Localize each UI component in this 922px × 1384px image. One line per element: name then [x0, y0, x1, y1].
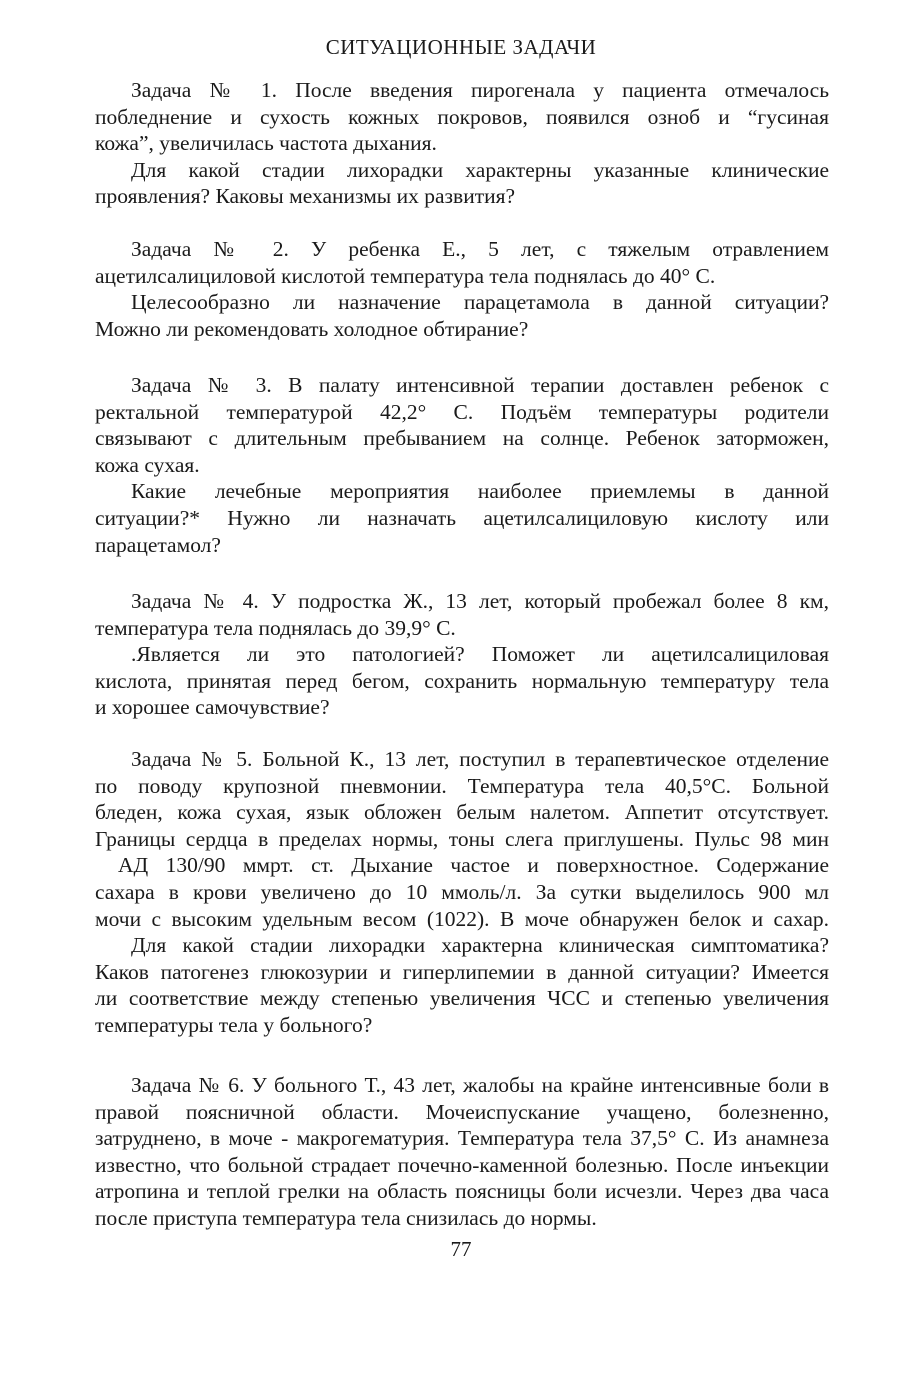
task-5-question-line: Каков патогенез глюкозурии и гиперлипемии в данной ситуации? Имеется — [95, 959, 829, 984]
task-3-line: кожа сухая. — [95, 452, 200, 477]
task-4 — [95, 588, 829, 721]
task-2 — [95, 236, 829, 342]
task-5-line: АД 130/90 ммрт. ст. Дыхание частое и поверхностное. Содержание — [118, 853, 829, 878]
task-1-question-line: Для какой стадии лихорадки характерны указанные клинические — [131, 157, 829, 182]
task-4-line: Задача № 4. У подростка Ж., 13 лет, который пробежал более 8 км, — [131, 589, 829, 613]
task-6-line: известно, что больной страдает почечно-каменной болезнью. После инъекции — [95, 1152, 829, 1177]
task-5-question-line: ли соответствие между степенью увеличения ЧСС и степенью увеличения — [95, 986, 829, 1011]
task-3-question-line: ситуации?* Нужно ли назначать ацетилсалициловую кислоту или — [95, 505, 829, 530]
task-3-question-line: парацетамол? — [95, 532, 221, 557]
task-6-line: затруднено, в моче - макрогематурия. Температура тела 37,5° С. Из анамнеза — [95, 1126, 829, 1151]
task-3-question-line: Какие лечебные мероприятия наиболее приемлемы в данной — [131, 479, 829, 504]
task-1-line: кожа”, увеличилась частота дыхания. — [95, 131, 437, 156]
task-5-line: по поводу крупозной пневмонии. Температура тела 40,5°С. Больной — [95, 773, 829, 798]
task-4-question-line: .Является ли это патологией? Поможет ли ацетилсалициловая — [131, 642, 829, 667]
task-3-line: ректальной температурой 42,2° С. Подъём температуры родители — [95, 399, 829, 424]
task-6-line: атропина и теплой грелки на область поясницы боли исчезли. Через два часа — [95, 1179, 829, 1204]
task-2-question-line: Целесообразно ли назначение парацетамола в данной ситуации? — [131, 290, 829, 315]
page-number: 77 — [450, 1237, 472, 1261]
task-5-line: мочи с высоким удельным весом (1022). В моче обнаружен белок и сахар. — [95, 906, 829, 931]
page-title: СИТУАЦИОННЫЕ ЗАДАЧИ — [325, 35, 597, 59]
task-6-line: правой поясничной области. Мочеиспускание учащено, болезненно, — [95, 1099, 829, 1124]
task-3-line: связывают с длительным пребыванием на солнце. Ребенок заторможен, — [95, 426, 829, 451]
task-2-question-line: Можно ли рекомендовать холодное обтирание? — [95, 316, 529, 341]
task-6-line: после приступа температура тела снизилась до нормы. — [95, 1205, 597, 1230]
task-5-line: Задача № 5. Больной К., 13 лет, поступил в терапевтическое отделение — [131, 747, 829, 771]
task-1 — [95, 77, 829, 210]
task-6 — [95, 1072, 829, 1232]
task-5-line: сахара в крови увеличено до 10 ммоль/л. За сутки выделилось 900 мл — [95, 879, 829, 904]
task-3-line: Задача № 3. В палату интенсивной терапии доставлен ребенок с — [131, 373, 829, 397]
task-4-line: температура тела поднялась до 39,9° С. — [95, 615, 456, 640]
task-5-question-line: Для какой стадии лихорадки характерна клиническая симптоматика? — [131, 933, 829, 958]
task-6-line: Задача № 6. У больного Т., 43 лет, жалобы на крайне интенсивные боли в — [131, 1073, 829, 1097]
task-5-line: бледен, кожа сухая, язык обложен белым налетом. Аппетит отсутствует. — [95, 800, 829, 825]
task-5 — [95, 746, 829, 1039]
task-1-line: побледнение и сухость кожных покровов, появился озноб и “гусиная — [95, 104, 829, 129]
task-4-question-line: и хорошее самочувствие? — [95, 695, 330, 720]
task-1-question-line: проявления? Каковы механизмы их развития? — [95, 184, 516, 209]
task-2-line: Задача № 2. У ребенка Е., 5 лет, с тяжелым отравлением — [131, 237, 829, 261]
task-5-question-line: температуры тела у больного? — [95, 1012, 373, 1037]
task-2-line: ацетилсалициловой кислотой температура тела поднялась до 40° С. — [95, 263, 716, 288]
task-5-line: Границы сердца в пределах нормы, тоны слега приглушены. Пульс 98 мин — [95, 826, 829, 851]
task-4-question-line: кислота, принятая перед бегом, сохранить нормальную температуру тела — [95, 668, 829, 693]
task-1-line: Задача № 1. После введения пирогенала у пациента отмечалось — [131, 78, 829, 102]
task-3 — [95, 372, 829, 558]
